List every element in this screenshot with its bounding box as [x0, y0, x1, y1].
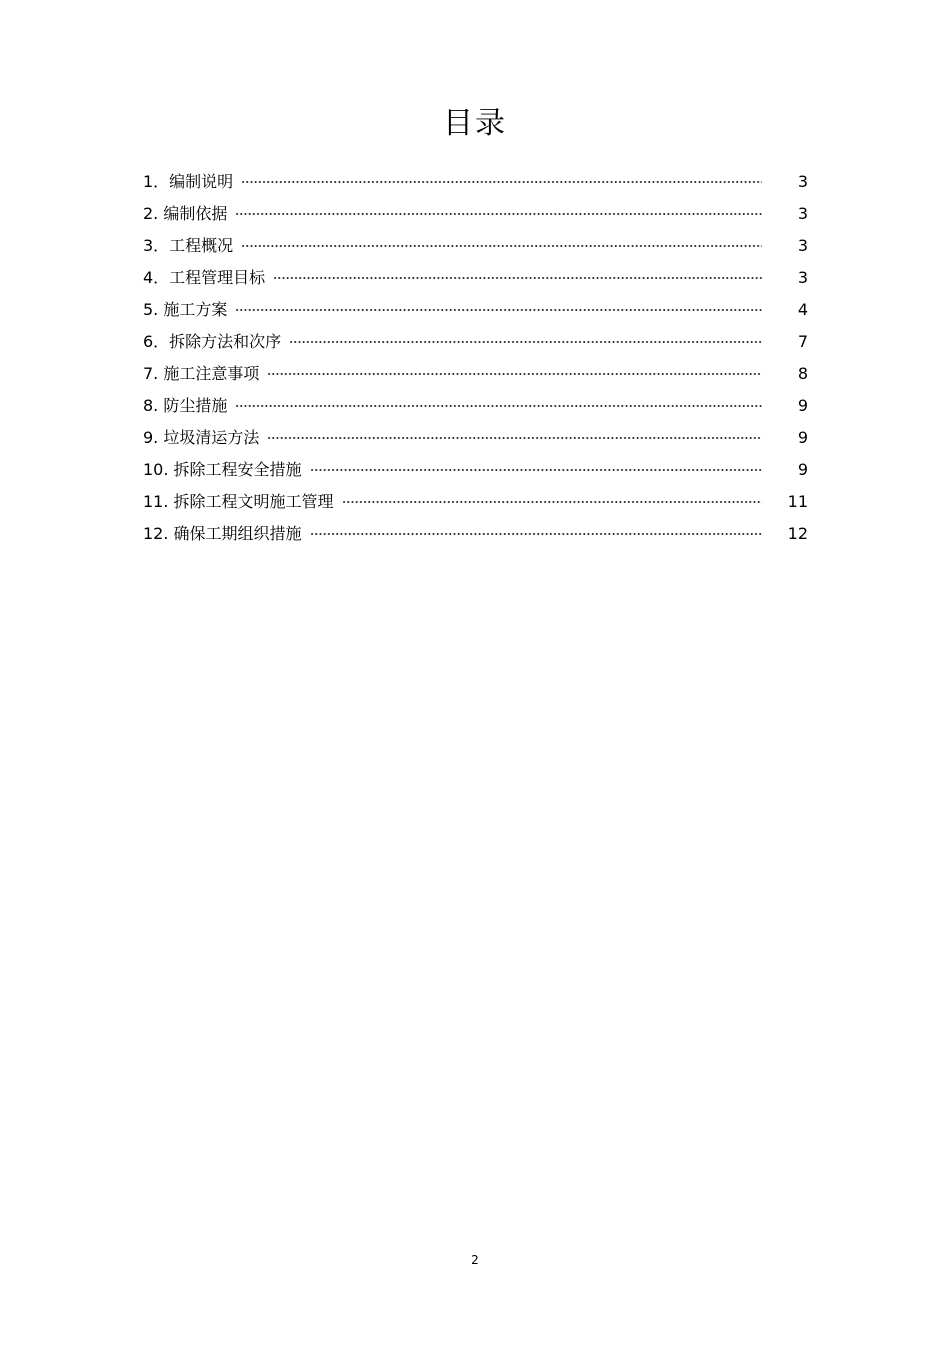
toc-entry-label: 12. 确保工期组织措施 [143, 524, 302, 543]
toc-entry-page: 3 [797, 204, 808, 223]
dot-leader [235, 405, 762, 407]
toc-entry [143, 358, 808, 390]
dot-leader [241, 181, 762, 183]
toc-entry-page: 9 [797, 428, 808, 447]
toc-entry-label: 3．工程概况 [143, 236, 234, 255]
toc-entry [143, 486, 808, 518]
dot-leader [235, 213, 762, 215]
toc-entry-page: 12 [787, 524, 808, 543]
toc-entry-label: 4．工程管理目标 [143, 268, 266, 287]
dot-leader [310, 469, 762, 471]
toc-entry-label: 9. 垃圾清运方法 [143, 428, 260, 447]
table-of-contents [143, 166, 808, 550]
toc-entry-page: 9 [797, 460, 808, 479]
dot-leader [342, 501, 762, 503]
toc-entry [143, 230, 808, 262]
toc-entry-page: 4 [797, 300, 808, 319]
toc-entry-label: 8. 防尘措施 [143, 396, 228, 415]
toc-entry-label: 10. 拆除工程安全措施 [143, 460, 302, 479]
page-number: 2 [471, 1253, 479, 1267]
dot-leader [289, 341, 762, 343]
toc-entry-page: 7 [797, 332, 808, 351]
dot-leader [273, 277, 762, 279]
toc-entry [143, 326, 808, 358]
page-title: 目录 [443, 106, 507, 142]
toc-entry-label: 7. 施工注意事项 [143, 364, 260, 383]
toc-entry-page: 11 [787, 492, 808, 511]
dot-leader [235, 309, 762, 311]
dot-leader [241, 245, 762, 247]
toc-entry-label: 5. 施工方案 [143, 300, 228, 319]
dot-leader [267, 373, 762, 375]
toc-entry-page: 9 [797, 396, 808, 415]
toc-entry-page: 3 [797, 268, 808, 287]
toc-entry [143, 422, 808, 454]
toc-entry-label: 2. 编制依据 [143, 204, 228, 223]
toc-entry-label: 11. 拆除工程文明施工管理 [143, 492, 334, 511]
toc-entry [143, 454, 808, 486]
toc-entry [143, 518, 808, 550]
toc-entry-page: 3 [797, 236, 808, 255]
dot-leader [310, 533, 762, 535]
toc-entry [143, 198, 808, 230]
toc-entry [143, 294, 808, 326]
toc-entry [143, 166, 808, 198]
toc-entry-label: 1．编制说明 [143, 172, 234, 191]
toc-entry [143, 390, 808, 422]
dot-leader [267, 437, 762, 439]
toc-entry [143, 262, 808, 294]
toc-entry-page: 8 [797, 364, 808, 383]
toc-entry-page: 3 [797, 172, 808, 191]
toc-entry-label: 6．拆除方法和次序 [143, 332, 282, 351]
